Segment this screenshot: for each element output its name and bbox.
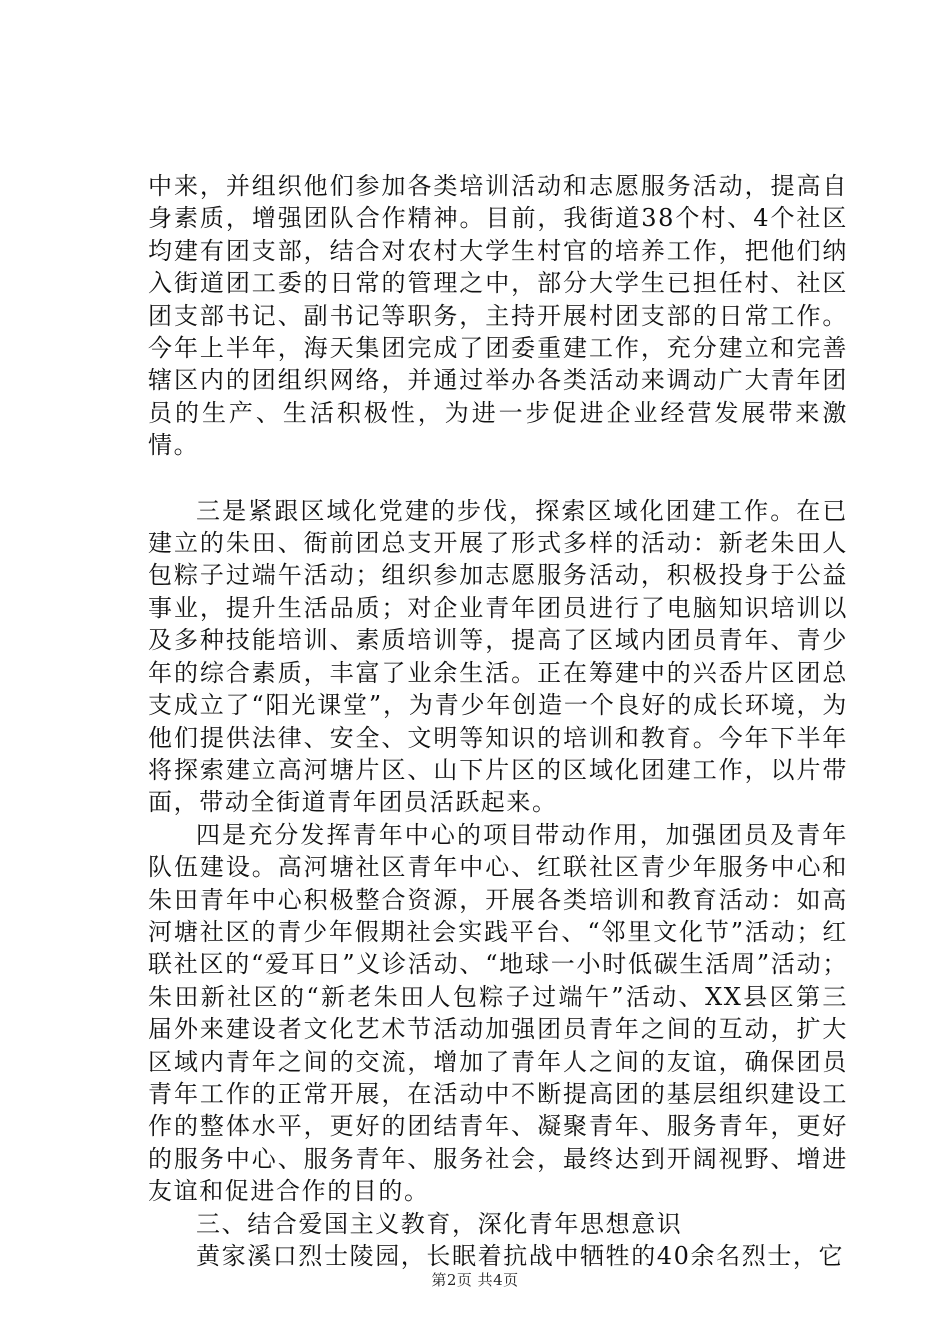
paragraph-gap [148,462,848,495]
section-heading-patriotic-education: 三、结合爱国主义教育，深化青年思想意识 [196,1209,683,1238]
document-body [148,170,848,1272]
page-number-footer: 第2页 共4页 [431,1271,519,1289]
paragraph-regional-league-building: 三是紧跟区域化党建的步伐，探索区域化团建工作。在已建立的朱田、衙前团总支开展了形式多样的活动：新老朱田人包粽子过端午活动；组织参加志愿服务活动，积极投身于公益事业，提升生活品质；对企业青年团员进行了电脑知识培训以及多种技能培训、素质培训等，提高了区域内团员青年、青少年的综合素质，丰富了业余生活。正在筹建中的兴岙片区团总支成立了“阳光课堂”，为青少年创造一个良好的成长环境，为他们提供法律、安全、文明等知识的培训和教育。今年下半年将探索建立高河塘片区、山下片区的区域化团建工作，以片带面，带动全街道青年团员活跃起来。 [148,496,848,817]
paragraph-martyrs-cemetery: 黄家溪口烈士陵园，长眠着抗战中牺牲的40余名烈士，它 [196,1242,845,1270]
paragraph-youth-center-projects: 四是充分发挥青年中心的项目带动作用，加强团员及青年队伍建设。高河塘社区青年中心、红联社区青少年服务中心和朱田青年中心积极整合资源，开展各类培训和教育活动：如高河塘社区的青少年假期社会实践平台、“邻里文化节”活动；红联社区的“爱耳日”义诊活动、“地球一小时低碳生活周”活动；朱田新社区的“新老朱田人包粽子过端午”活动、XX县区第三届外来建设者文化艺术节活动加强团员青年之间的互动，扩大区域内青年之间的交流，增加了青年人之间的友谊，确保团员青年工作的正常开展，在活动中不断提高团的基层组织建设工作的整体水平，更好的团结青年、凝聚青年、服务青年，更好的服务中心、服务青年、服务社会，最终达到开阔视野、增进友谊和促进合作的目的。 [148,820,848,1206]
paragraph-continuation: 中来，并组织他们参加各类培训活动和志愿服务活动，提高自身素质，增强团队合作精神。目前，我街道38个村、4个社区均建有团支部，结合对农村大学生村官的培养工作，把他们纳入街道团工委的日常的管理之中，部分大学生已担任村、社区团支部书记、副书记等职务，主持开展村团支部的日常工作。今年上半年，海天集团完成了团委重建工作，充分建立和完善辖区内的团组织网络，并通过举办各类活动来调动广大青年团员的生产、生活积极性，为进一步促进企业经营发展带来激情。 [148,172,848,460]
